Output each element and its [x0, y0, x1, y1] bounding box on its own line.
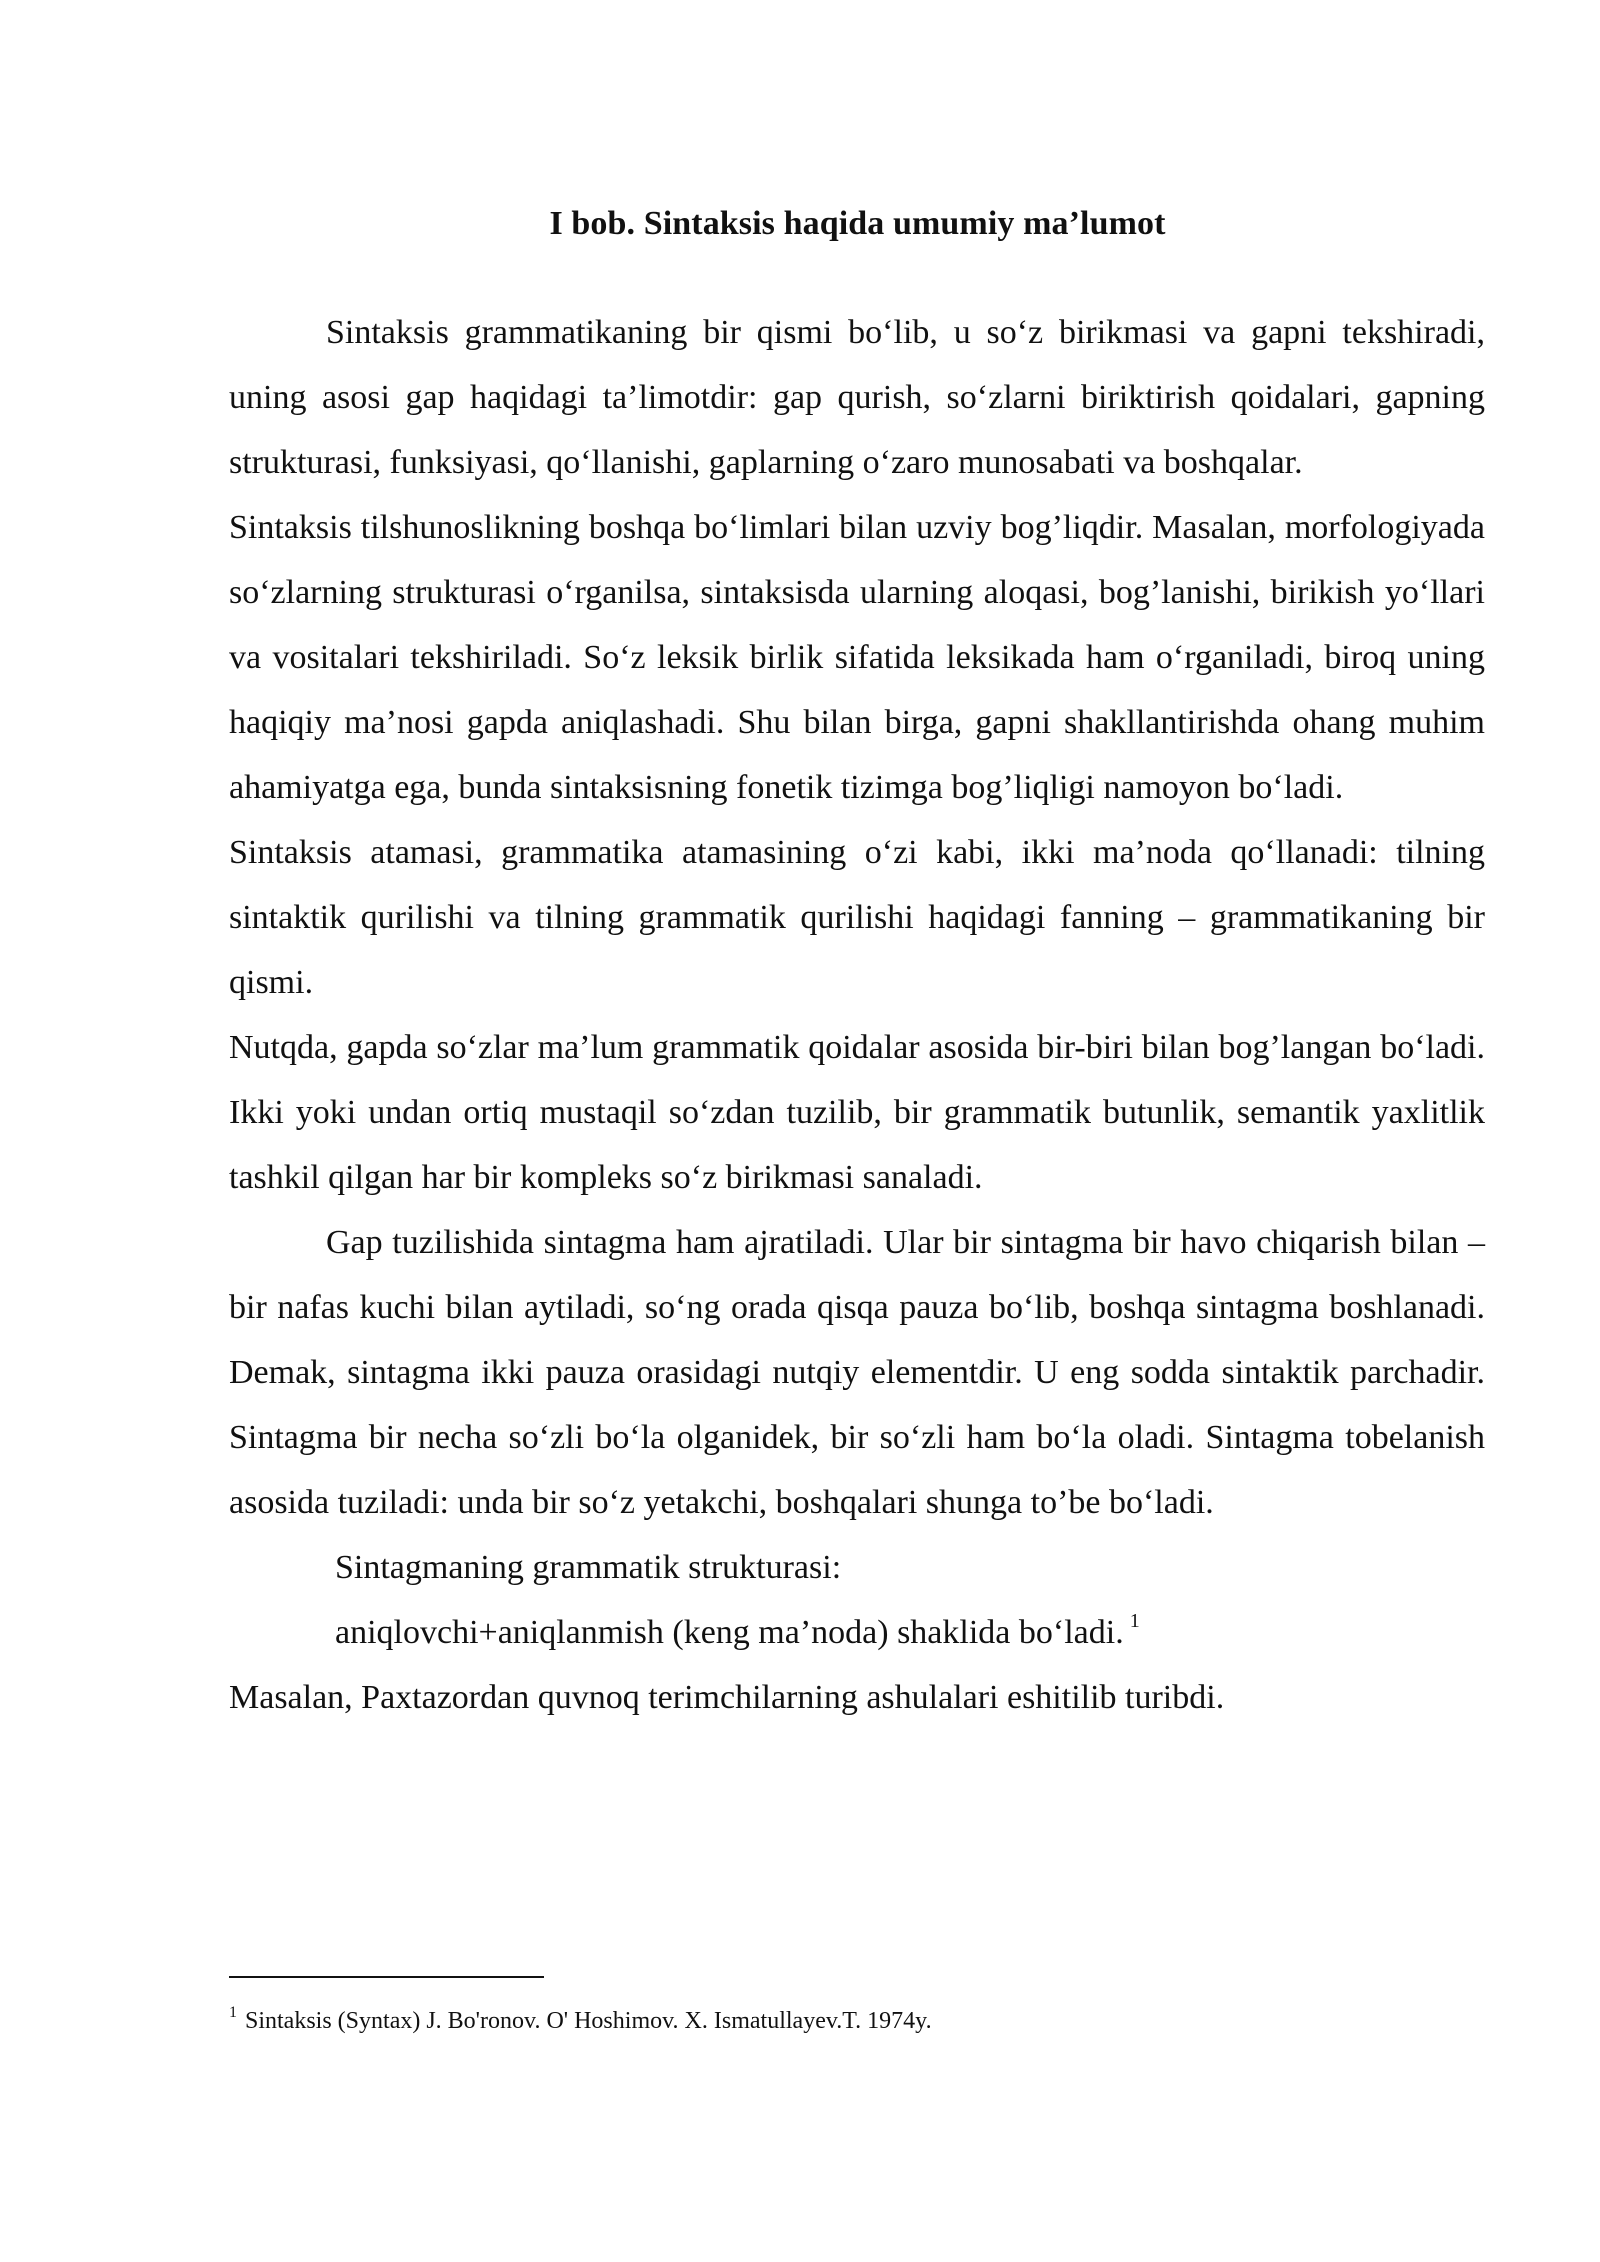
footnote-reference[interactable]: 1 — [1129, 1609, 1140, 1632]
paragraph-7 — [229, 1600, 1485, 1665]
footnote-number: 1 — [229, 2004, 237, 2021]
footnote-text: Sintaksis (Syntax) J. Bo'ronov. O' Hoshimov. X. Ismatullayev.T. 1974y. — [245, 2008, 932, 2034]
footnote-separator — [229, 1976, 544, 1978]
paragraph-2: Sintaksis tilshunoslikning boshqa bo‘limlari bilan uzviy bog’liqdir. Masalan, morfologiyada so‘zlarning strukturasi o‘rganilsa, sintaksisda ularning aloqasi, bog’lanishi, birikish yo‘llari va vositalari tekshiriladi. So‘z leksik birlik sifatida leksikada ham o‘rganiladi, biroq uning haqiqiy ma’nosi gapda aniqlashadi. Shu bilan birga, gapni shakllantirishda ohang muhim ahamiyatga ega, bunda sintaksisning fonetik tizimga bog’liqligi namoyon bo‘ladi. — [229, 509, 1485, 806]
paragraph-4: Nutqda, gapda so‘zlar ma’lum grammatik qoidalar asosida bir-biri bilan bog’langan bo‘ladi. Ikki yoki undan ortiq mustaqil so‘zdan tuzilib, bir grammatik butunlik, semantik yaxlitlik tashkil qilgan har bir kompleks so‘z birikmasi sanaladi. — [229, 1029, 1485, 1196]
paragraph-7-text: aniqlovchi+aniqlanmish (keng ma’noda) shaklida bo‘ladi. — [335, 1614, 1124, 1651]
paragraph-5: Gap tuzilishida sintagma ham ajratiladi. Ular bir sintagma bir havo chiqarish bilan – bir nafas kuchi bilan aytiladi, so‘ng orada qisqa pauza bo‘lib, boshqa sintagma boshlanadi. Demak, sintagma ikki pauza orasidagi nutqiy elementdir. U eng sodda sintaktik parchadir. Sintagma bir necha so‘zli bo‘la olganidek, bir so‘zli ham bo‘la oladi. Sintagma tobelanish asosida tuziladi: unda bir so‘z yetakchi, boshqalari shunga to’be bo‘ladi. — [229, 1224, 1485, 1521]
body-text — [229, 300, 1485, 1730]
paragraph-1: Sintaksis grammatikaning bir qismi bo‘lib, u so‘z birikmasi va gapni tekshiradi, uning asosi gap haqidagi ta’limotdir: gap qurish, so‘zlarni biriktirish qoidalari, gapning strukturasi, funksiyasi, qo‘llanishi, gaplarning o‘zaro munosabati va boshqalar. — [229, 314, 1485, 481]
paragraph-8: Masalan, Paxtazordan quvnoq terimchilarning ashulalari eshitilib turibdi. — [229, 1679, 1225, 1716]
chapter-title: I bob. Sintaksis haqida umumiy ma’lumot — [549, 205, 1166, 242]
paragraph-6: Sintagmaning grammatik strukturasi: — [335, 1549, 842, 1586]
paragraph-3: Sintaksis atamasi, grammatika atamasining o‘zi kabi, ikki ma’noda qo‘llanadi: tilning sintaktik qurilishi va tilning grammatik qurilishi haqidagi fanning – grammatikaning bir qismi. — [229, 834, 1485, 1001]
footnote — [229, 1998, 1485, 2038]
